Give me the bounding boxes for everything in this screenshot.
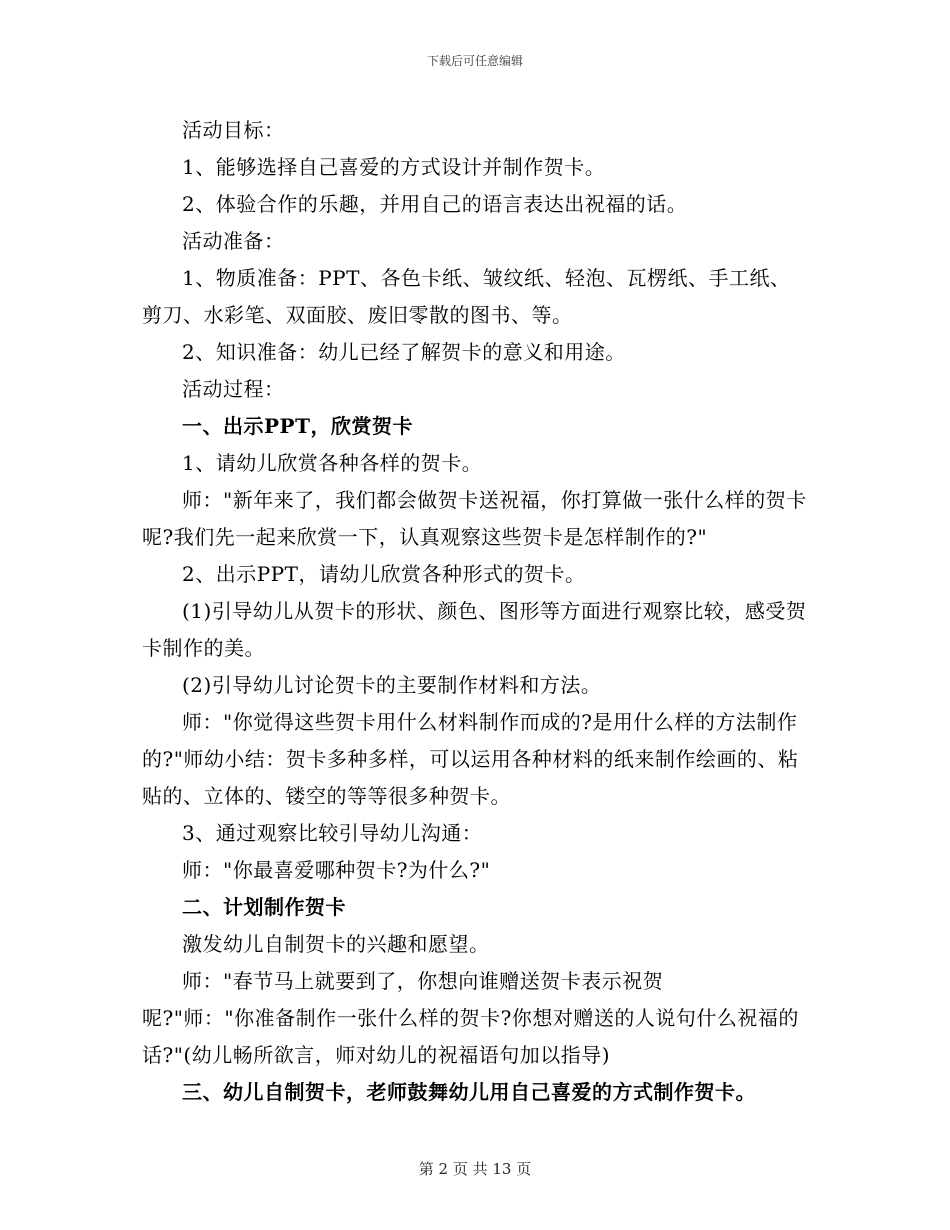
paragraph: 1、能够选择自己喜爱的方式设计并制作贺卡。: [182, 155, 606, 179]
paragraph: 2、出示PPT，请幼儿欣赏各种形式的贺卡。: [182, 562, 586, 586]
paragraph: 1、请幼儿欣赏各种各样的贺卡。: [182, 451, 483, 475]
paragraph: 活动过程：: [182, 377, 285, 401]
page-footer: 第 2 页 共 13 页: [418, 1160, 532, 1178]
paragraph: (2)引导幼儿讨论贺卡的主要制作材料和方法。: [182, 673, 602, 697]
paragraph: 师："春节马上就要到了，你想向谁赠送贺卡表示祝贺: [182, 969, 664, 993]
document-body: [142, 112, 810, 1111]
paragraph: (1)引导幼儿从贺卡的形状、颜色、图形等方面进行观察比较，感受贺卡制作的美。: [142, 599, 807, 660]
section-heading: 二、计划制作贺卡: [182, 895, 346, 919]
paragraph: 2、知识准备：幼儿已经了解贺卡的意义和用途。: [182, 340, 626, 364]
section-heading: 三、幼儿自制贺卡，老师鼓舞幼儿用自己喜爱的方式制作贺卡。: [182, 1080, 756, 1104]
paragraph: 2、体验合作的乐趣，并用自己的语言表达出祝福的话。: [182, 192, 688, 216]
paragraph: 师："你最喜爱哪种贺卡?为什么?": [182, 858, 491, 882]
paragraph: 激发幼儿自制贺卡的兴趣和愿望。: [182, 932, 490, 956]
page-header: 下载后可任意编辑: [426, 54, 523, 68]
paragraph: 1、物质准备：PPT、各色卡纸、皱纹纸、轻泡、瓦楞纸、手工纸、剪刀、水彩笔、双面胶、废旧零散的图书、等。: [142, 266, 791, 327]
paragraph: 3、通过观察比较引导幼儿沟通：: [182, 821, 483, 845]
section-heading: 一、出示PPT，欣赏贺卡: [182, 414, 413, 438]
paragraph: 呢?"师："你准备制作一张什么样的贺卡?你想对赠送的人说句什么祝福的话?"(幼儿畅所欲言，师对幼儿的祝福语句加以指导): [142, 1006, 799, 1067]
paragraph: 师："你觉得这些贺卡用什么材料制作而成的?是用什么样的方法制作的?"师幼小结：贺卡多种多样，可以运用各种材料的纸来制作绘画的、粘贴的、立体的、镂空的等等很多种贺卡。: [142, 710, 799, 808]
paragraph: 师："新年来了，我们都会做贺卡送祝福，你打算做一张什么样的贺卡呢?我们先一起来欣赏一下，认真观察这些贺卡是怎样制作的?": [142, 488, 807, 549]
paragraph: 活动目标：: [182, 118, 285, 142]
paragraph: 活动准备：: [182, 229, 285, 253]
